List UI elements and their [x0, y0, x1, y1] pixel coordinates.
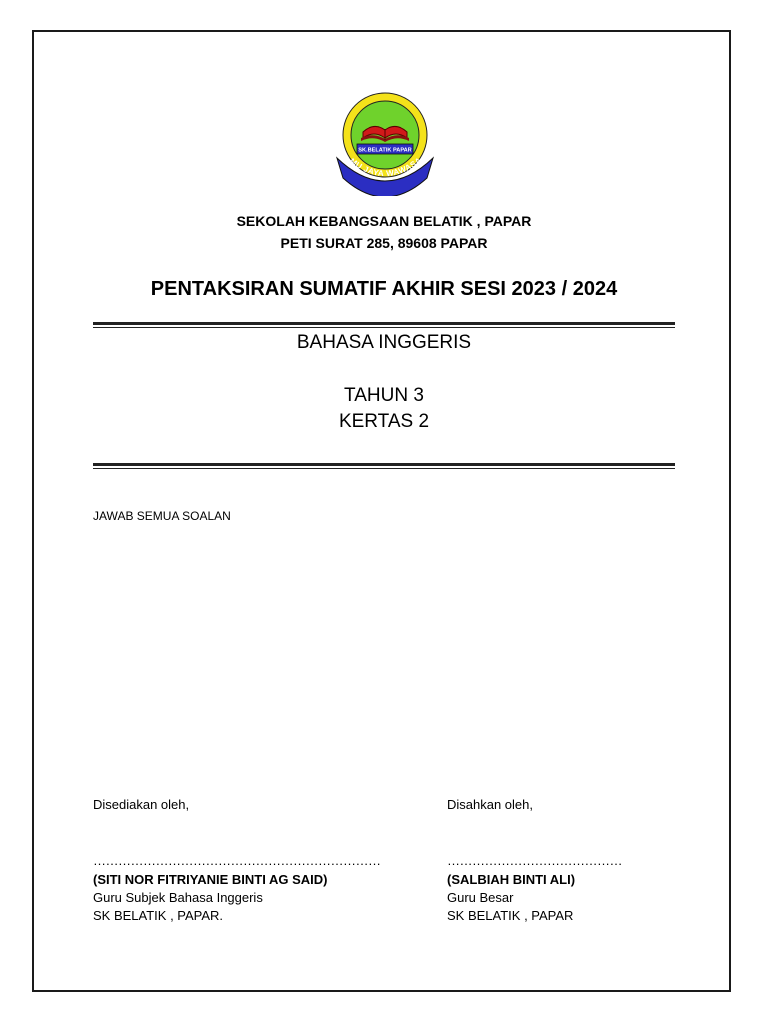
school-year: TAHUN 3: [344, 385, 424, 406]
paper-number: KERTAS 2: [338, 411, 430, 432]
prepared-by-name: (SITI NOR FITRIYANIE BINTI AG SAID): [93, 872, 328, 887]
prepared-by-role: Guru Subjek Bahasa Inggeris: [93, 890, 263, 905]
exam-title: PENTAKSIRAN SUMATIF AKHIR SESI 2023 / 2024: [150, 278, 618, 300]
logo-plate-text: SK.BELATIK PAPAR: [358, 147, 412, 154]
prepared-by-label: Disediakan oleh,: [93, 797, 190, 812]
subject-name: BAHASA INGGERIS: [296, 332, 472, 353]
prepared-by-school: SK BELATIK , PAPAR.: [93, 908, 224, 923]
bottom-divider: [93, 463, 675, 469]
approved-by-school: SK BELATIK , PAPAR: [447, 908, 574, 923]
top-divider: [93, 322, 675, 328]
approved-by-name: (SALBIAH BINTI ALI): [447, 872, 576, 887]
approved-by-label: Disahkan oleh,: [447, 797, 533, 812]
school-address: PETI SURAT 285, 89608 PAPAR: [280, 235, 488, 251]
prepared-signature-line: ……………………………………………………………: [93, 853, 381, 868]
school-logo: [331, 92, 439, 196]
school-name: SEKOLAH KEBANGSAAN BELATIK , PAPAR: [236, 213, 532, 229]
approved-by-role: Guru Besar: [447, 890, 514, 905]
instruction-text: JAWAB SEMUA SOALAN: [93, 509, 231, 523]
logo-ribbon-text: MU JAYA WAWASA: [348, 155, 424, 179]
approved-signature-line: ……………………………………: [447, 853, 622, 868]
